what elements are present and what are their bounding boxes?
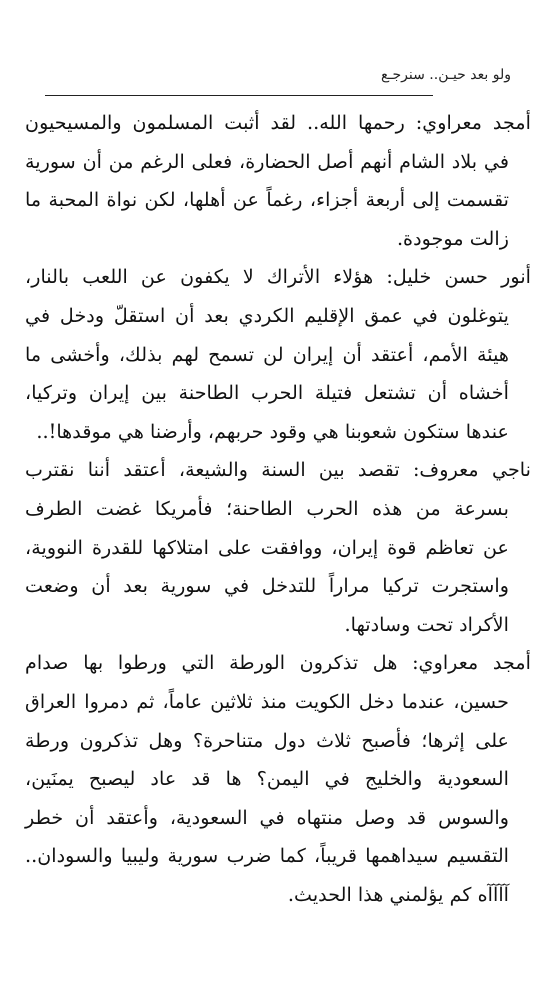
text-line: السعودية والخليج في اليمن؟ ها قد عاد ليصبح يمنَين، xyxy=(25,767,509,791)
text-line: آآآآه كم يؤلمني هذا الحديث. xyxy=(287,882,509,906)
text-line: عندها ستكون شعوبنا هي وقود حربهم، وأرضنا هي موقدها!.. xyxy=(36,419,509,443)
text-line: التقسيم سيداهمها قريباً، كما ضرب سورية وليبيا والسودان.. xyxy=(25,844,509,868)
paragraph xyxy=(25,258,531,451)
paragraph xyxy=(25,104,531,258)
text-line: أخشاه أن تشتعل فتيلة الحرب الطاحنة بين إيران وتركيا، xyxy=(25,381,509,405)
text-line: والسوس قد وصل منتهاه في السعودية، وأعتقد أن خطر xyxy=(25,805,509,829)
text-line: زالت موجودة. xyxy=(396,226,509,250)
text-line: حسين، عندما دخل الكويت منذ ثلاثين عاماً، ثم دمروا العراق xyxy=(25,689,509,713)
text-line: واستجرت تركيا مراراً للتدخل في سورية بعد أن وضعت xyxy=(25,574,509,598)
text-line: أمجد معراوي: رحمها الله.. لقد أثبت المسلمون والمسيحيون xyxy=(25,111,531,134)
text-line: هيئة الأمم، أعتقد أن إيران لن تسمح لهم بذلك، وأخشى ما xyxy=(25,342,509,366)
text-line: على إثرها؛ فأصبح ثلاث دول متناحرة؟ وهل تذكرون ورطة xyxy=(25,728,509,752)
paragraph xyxy=(25,644,531,914)
text-line: أمجد معراوي: هل تذكرون الورطة التي ورطوا بها صدام xyxy=(25,651,531,675)
text-line: الأكراد تحت وسادتها. xyxy=(344,612,509,636)
text-line: بسرعة من هذه الحرب الطاحنة؛ فأمريكا غضت الطرف xyxy=(25,496,509,520)
body-text xyxy=(25,104,531,914)
text-line: ناجي معروف: تقصد بين السنة والشيعة، أعتقد أننا نقترب xyxy=(25,458,531,482)
text-line: يتوغلون في عمق الإقليم الكردي بعد أن استقلّ ودخل في xyxy=(25,303,509,327)
text-line: تقسمت إلى أربعة أجزاء، رغماً عن أهلها، لكن نواة المحبة ما xyxy=(25,188,509,212)
header-rule xyxy=(45,95,433,96)
text-line: أنور حسن خليل: هؤلاء الأتراك لا يكفون عن اللعب بالنار، xyxy=(25,265,531,289)
paragraph xyxy=(25,451,531,644)
text-line: عن تعاظم قوة إيران، ووافقت على امتلاكها للقدرة النووية، xyxy=(25,535,509,559)
text-line: في بلاد الشام أنهم أصل الحضارة، فعلى الرغم من أن سورية xyxy=(25,149,509,173)
running-header: ولو بعد حيـن.. سنرجـع xyxy=(380,67,511,83)
